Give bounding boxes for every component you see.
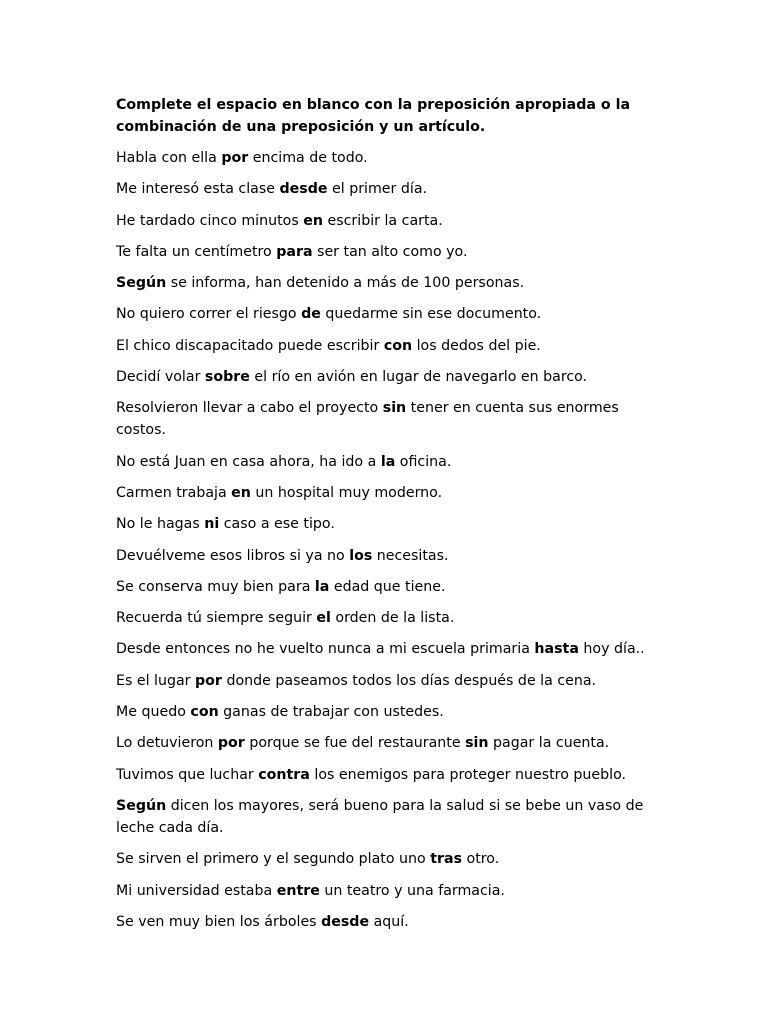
- sentence-text: Desde entonces no he vuelto nunca a mi escuela primaria: [116, 641, 535, 658]
- answer-word: sin: [465, 735, 489, 752]
- answer-word: sobre: [204, 369, 250, 386]
- sentence-item: [116, 397, 656, 441]
- answer-word: en: [303, 212, 323, 229]
- sentence-item: [116, 272, 656, 294]
- document-page: [116, 94, 656, 942]
- sentence-text: tener en cuenta sus enormes costos.: [116, 400, 619, 439]
- sentence-text: edad que tiene.: [329, 578, 446, 595]
- sentence-item: [116, 701, 656, 723]
- answer-word: la: [314, 578, 330, 595]
- sentence-text: oficina.: [395, 453, 452, 470]
- sentence-text: ser tan alto como yo.: [312, 243, 468, 260]
- sentence-text: escribir la carta.: [323, 212, 443, 229]
- answer-word: ni: [204, 516, 220, 533]
- sentence-text: caso a ese tipo.: [219, 516, 335, 533]
- sentence-item: [116, 451, 656, 473]
- sentence-text: encima de todo.: [248, 150, 368, 166]
- sentence-item: [116, 670, 656, 692]
- sentence-text: No le hagas: [116, 516, 205, 533]
- answer-word: sin: [382, 400, 407, 417]
- answer-word: Según: [116, 797, 167, 814]
- answer-word: desde: [279, 181, 328, 198]
- sentence-text: ganas de trabajar con ustedes.: [218, 704, 444, 721]
- sentence-text: los dedos del pie.: [412, 337, 541, 354]
- sentence-text: Es el lugar: [116, 672, 196, 689]
- sentence-text: No está Juan en casa ahora, ha ido a: [116, 453, 381, 470]
- sentence-text: aquí.: [369, 913, 409, 930]
- answer-word: desde: [321, 913, 370, 930]
- answer-word: por: [217, 735, 245, 752]
- answer-word: con: [383, 337, 413, 354]
- sentence-item: [116, 607, 656, 629]
- sentence-item: [116, 911, 656, 933]
- answer-word: la: [380, 453, 396, 470]
- sentence-item: [116, 482, 656, 504]
- sentence-item: [116, 210, 656, 232]
- sentence-text: Carmen trabaja: [116, 484, 232, 501]
- sentence-item: [116, 366, 656, 388]
- sentence-item: [116, 335, 656, 357]
- sentence-item: [116, 513, 656, 535]
- sentence-text: quedarme sin ese documento.: [320, 306, 542, 323]
- sentence-text: Devuélveme esos libros si ya no: [116, 547, 350, 564]
- sentence-text: Mi universidad estaba: [116, 882, 277, 899]
- sentence-text: un teatro y una farmacia.: [319, 882, 505, 899]
- sentence-text: Tuvimos que luchar: [116, 766, 259, 783]
- answer-word: el: [316, 610, 331, 627]
- sentence-text: No quiero correr el riesgo: [116, 306, 302, 323]
- answer-word: con: [190, 704, 219, 721]
- sentence-item: [116, 764, 656, 786]
- sentence-text: He tardado cinco minutos: [116, 212, 304, 229]
- sentence-item: [116, 848, 656, 870]
- sentence-text: Resolvieron llevar a cabo el proyecto: [116, 400, 383, 417]
- sentence-text: un hospital muy moderno.: [250, 484, 443, 501]
- sentence-item: [116, 576, 656, 598]
- answer-word: los: [349, 547, 373, 564]
- answer-word: Según: [116, 275, 167, 292]
- sentence-text: dicen los mayores, será bueno para la salud si se bebe un vaso de leche cada día.: [116, 797, 644, 836]
- sentence-text: Recuerda tú siempre seguir: [116, 610, 317, 627]
- sentence-text: Me interesó esta clase: [116, 181, 280, 198]
- sentence-text: pagar la cuenta.: [488, 735, 610, 752]
- answer-word: en: [231, 484, 251, 501]
- sentence-text: Habla con ella: [116, 150, 222, 166]
- sentence-text: orden de la lista.: [330, 610, 455, 627]
- sentence-item: [116, 147, 656, 169]
- sentence-text: necesitas.: [372, 547, 449, 564]
- sentence-text: se informa, han detenido a más de 100 personas.: [166, 275, 525, 292]
- sentence-text: Decidí volar: [116, 369, 205, 386]
- sentence-item: [116, 241, 656, 263]
- sentence-item: [116, 638, 656, 660]
- instructions-heading: Complete el espacio en blanco con la preposición apropiada o la combinación de una preposición y un artículo.: [116, 97, 631, 135]
- answer-word: para: [276, 243, 313, 260]
- sentence-text: porque se fue del restaurante: [244, 735, 466, 752]
- sentence-item: [116, 795, 656, 839]
- answer-word: entre: [276, 882, 320, 899]
- answer-word: por: [221, 150, 249, 166]
- sentence-text: el río en avión en lugar de navegarlo en barco.: [249, 369, 588, 386]
- sentence-text: Se conserva muy bien para: [116, 578, 315, 595]
- sentence-text: donde paseamos todos los días después de la cena.: [221, 672, 597, 689]
- sentence-item: [116, 178, 656, 200]
- sentence-text: hoy día..: [578, 641, 645, 658]
- sentence-text: los enemigos para proteger nuestro pueblo.: [309, 766, 627, 783]
- sentence-item: [116, 545, 656, 567]
- sentence-text: El chico discapacitado puede escribir: [116, 337, 384, 354]
- sentence-text: otro.: [462, 851, 500, 868]
- sentence-item: [116, 732, 656, 754]
- sentence-text: Lo detuvieron: [116, 735, 218, 752]
- sentence-text: Se sirven el primero y el segundo plato uno: [116, 851, 431, 868]
- answer-word: por: [195, 672, 222, 689]
- sentence-text: Se ven muy bien los árboles: [116, 913, 322, 930]
- answer-word: hasta: [534, 641, 579, 658]
- sentence-list: [116, 147, 656, 933]
- sentence-text: el primer día.: [327, 181, 428, 198]
- sentence-item: [116, 303, 656, 325]
- answer-word: de: [301, 306, 321, 323]
- sentence-text: Te falta un centímetro: [116, 243, 277, 260]
- sentence-text: Me quedo: [116, 704, 191, 721]
- answer-word: tras: [430, 851, 463, 868]
- answer-word: contra: [258, 766, 310, 783]
- sentence-item: [116, 880, 656, 902]
